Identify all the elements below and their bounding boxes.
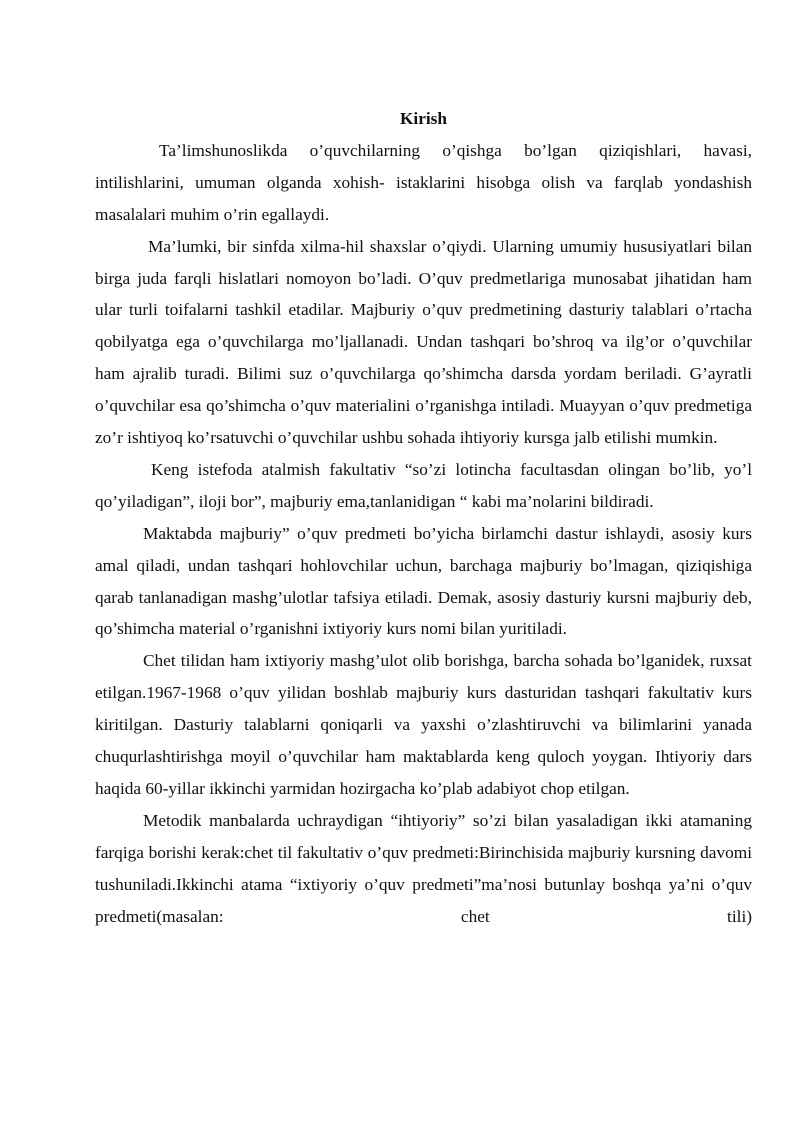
page-title: Kirish xyxy=(399,109,448,128)
paragraph-4: Maktabda majburiy” o’quv predmeti bo’yicha birlamchi dastur ishlaydi, asosiy kurs amal qiladi, undan tashqari hohlovchilar uchun, barchaga majburiy bo’lmagan, qiziqishiga qarab tanlanadigan mashg’ulotlar tafsiya etiladi. Demak, asosiy dasturiy kursni majburiy deb, qo’shimcha material o’rganishni ixtiyoriy kurs nomi bilan yuritiladi. xyxy=(95,523,752,639)
document-body xyxy=(95,103,752,933)
paragraph-2: Ma’lumki, bir sinfda xilma-hil shaxslar o’qiydi. Ularning umumiy hususiyatlari bilan birga juda farqli hislatlari nomoyon bo’ladi. O’quv predmetlariga munosabat jihatidan ham ular turli toifalarni tashkil etadilar. Majburiy o’quv predmetining dasturiy talablari o’rtacha qobilyatga ega o’quvchilarga mo’ljallanadi. Undan tashqari bo’shroq va ilg’or o’quvchilar ham ajralib turadi. Bilimi suz o’quvchilarga qo’shimcha darsda yordam beriladi. G’ayratli o’quvchilar esa qo’shimcha o’quv materialini o’rganishga intiladi. Muayyan o’quv predmetiga zo’r ishtiyoq ko’rsatuvchi o’quvchilar ushbu sohada ihtiyoriy kursga jalb etilishi mumkin. xyxy=(95,236,752,448)
paragraph-3: Keng istefoda atalmish fakultativ “so’zi lotincha facultasdan olingan bo’lib, yo’l qo’yiladigan”, iloji bor”, majburiy ema,tanlanidigan “ kabi ma’nolarini bildiradi. xyxy=(95,459,752,511)
paragraph-1: Ta’limshunoslikda o’quvchilarning o’qishga bo’lgan qiziqishlari, havasi, intilishlarini, umuman olganda xohish- istaklarini hisobga olish va farqlab yondashish masalalari muhim o’rin egallaydi. xyxy=(95,140,752,224)
paragraph-5: Chet tilidan ham ixtiyoriy mashg’ulot olib borishga, barcha sohada bo’lganidek, ruxsat etilgan.1967-1968 o’quv yilidan boshlab majburiy kurs dasturidan tashqari fakultativ kurs kiritilgan. Dasturiy talablarni qoniqarli va yaxshi o’zlashtiruvchi va bilimlarini yanada chuqurlashtirishga moyil o’quvchilar ham maktablarda keng quloch yoygan. Ihtiyoriy dars haqida 60-yillar ikkinchi yarmidan hozirgacha ko’plab adabiyot chop etilgan. xyxy=(95,651,752,799)
paragraph-6: Metodik manbalarda uchraydigan “ihtiyoriy” so’zi bilan yasaladigan ikki atamaning farqiga borishi kerak:chet til fakultativ o’quv predmeti:Birinchisida majburiy kursning davomi tushuniladi.Ikkinchi atama “ixtiyoriy o’quv predmeti”ma’nosi butunlay boshqa ya’ni o’quv predmeti(masalan: chet tili) xyxy=(95,810,752,926)
